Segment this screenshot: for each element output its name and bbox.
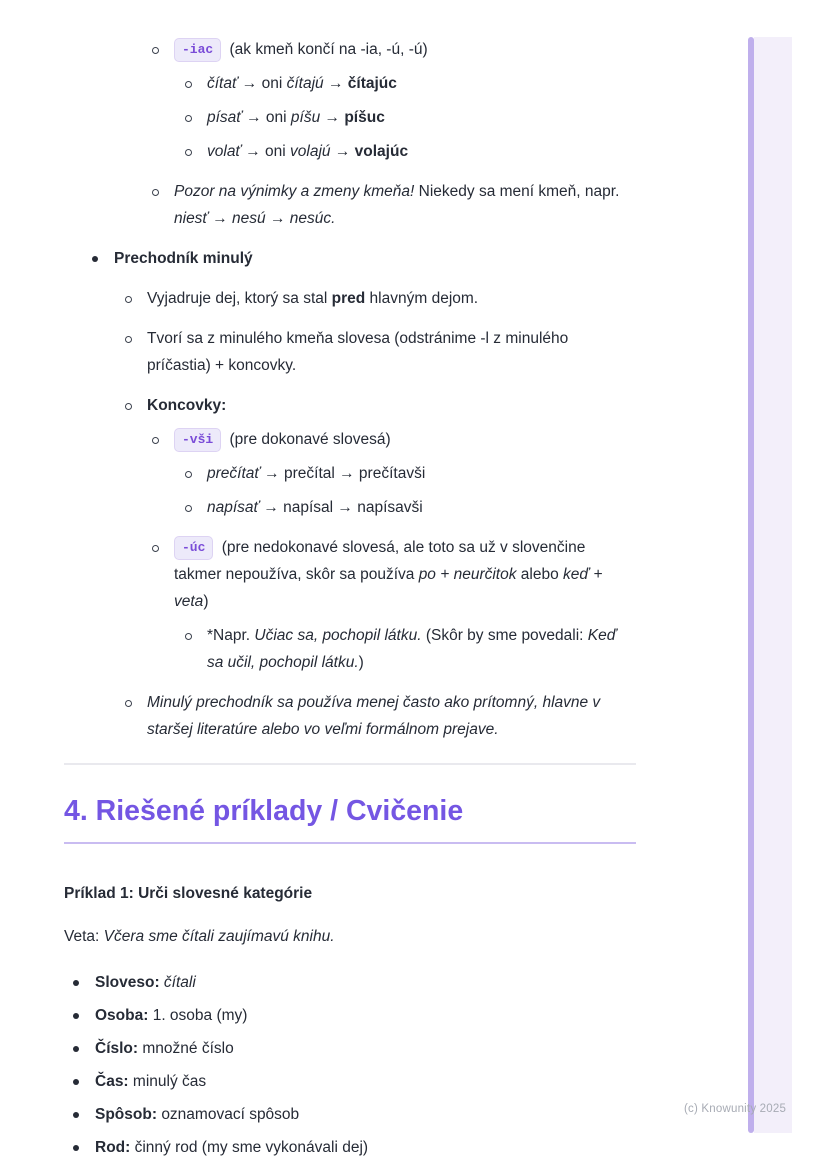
list-item — [64, 1134, 636, 1161]
list-item-text — [207, 499, 423, 516]
answer-list — [64, 969, 636, 1161]
list-item — [64, 460, 636, 487]
list-item — [64, 245, 636, 272]
side-panel — [754, 37, 792, 1133]
list-item — [64, 36, 636, 63]
document-content — [64, 36, 636, 1167]
list-item-text — [95, 1073, 206, 1090]
copyright-note: (c) Knowunity 2025 — [684, 1103, 787, 1115]
list-item-text — [207, 143, 408, 160]
text-segment: Niekedy sa mení kmeň, napr. — [414, 183, 620, 200]
suffix-code-chip: -iac — [174, 38, 221, 62]
bullet-circle-icon — [125, 336, 132, 343]
list-item-text — [174, 539, 602, 610]
text-segment: Učiac sa, pochopil látku. — [254, 627, 422, 644]
section-divider — [64, 763, 636, 765]
text-segment: Tvorí sa z minulého kmeňa slovesa (odstránime -l z minulého príčastia) + koncovky. — [147, 330, 569, 374]
list-item-text — [147, 694, 600, 738]
list-item — [64, 1068, 636, 1095]
list-item-text — [95, 1007, 247, 1024]
list-item — [64, 70, 636, 97]
text-segment: Osoba: — [95, 1007, 153, 1024]
text-segment: → prečítal → prečítavši — [259, 465, 426, 482]
list-item-text — [207, 75, 397, 92]
example-title — [64, 880, 636, 907]
text-segment: po + neurčitok — [418, 566, 517, 583]
list-item-text — [174, 431, 391, 448]
scrollbar[interactable] — [748, 37, 754, 1133]
bullet-circle-icon — [185, 471, 192, 478]
text-segment: → oni — [241, 109, 291, 126]
text-segment: čítali — [163, 974, 196, 991]
text-segment: (Skôr by sme povedali: — [421, 627, 588, 644]
bullet-circle-icon — [185, 81, 192, 88]
list-item — [64, 494, 636, 521]
list-item — [64, 1002, 636, 1029]
list-item-text — [207, 465, 425, 482]
text-segment: → napísal → napísavši — [259, 499, 423, 516]
text-segment: niesť → nesú → nesúc. — [174, 210, 336, 227]
bullet-circle-icon — [185, 633, 192, 640]
text-segment: alebo — [516, 566, 564, 583]
text-segment: → oni — [237, 75, 287, 92]
text-segment: oznamovací spôsob — [161, 1106, 300, 1123]
list-item-text — [95, 1106, 299, 1123]
text-segment: Veta: — [64, 928, 104, 945]
bullet-disc-icon — [73, 1046, 79, 1052]
text-segment: keď + veta — [174, 566, 603, 610]
text-segment: pred — [331, 290, 366, 307]
notes-section — [64, 36, 636, 743]
text-segment: písať — [207, 109, 242, 126]
list-item — [64, 325, 636, 379]
text-segment: Sloveso: — [95, 974, 164, 991]
text-segment: *Napr. — [207, 627, 255, 644]
text-segment: (pre dokonavé slovesá) — [225, 431, 391, 448]
bullet-circle-icon — [125, 296, 132, 303]
list-item — [64, 426, 636, 453]
section-heading: 4. Riešené príklady / Cvičenie — [64, 793, 636, 844]
text-segment: (ak kmeň končí na -ia, -ú, -ú) — [225, 41, 428, 58]
list-item-text — [95, 1040, 234, 1057]
list-item-text — [174, 41, 428, 58]
bullet-circle-icon — [152, 437, 159, 444]
bullet-disc-icon — [73, 1112, 79, 1118]
bullet-disc-icon — [73, 1013, 79, 1019]
text-segment: minulý čas — [132, 1073, 207, 1090]
suffix-code-chip: -úc — [174, 536, 213, 560]
bullet-disc-icon — [73, 1079, 79, 1085]
text-segment: Príklad 1: Urči slovesné kategórie — [64, 885, 313, 902]
list-item — [64, 285, 636, 312]
list-item-text — [207, 109, 385, 126]
list-item — [64, 969, 636, 996]
bullet-circle-icon — [125, 700, 132, 707]
text-segment: volajú — [290, 143, 331, 160]
list-item — [64, 689, 636, 743]
list-item — [64, 534, 636, 615]
text-segment: volať — [207, 143, 241, 160]
text-segment: hlavným dejom. — [365, 290, 479, 307]
text-segment: Vyjadruje dej, ktorý sa stal — [147, 290, 332, 307]
list-item — [64, 1101, 636, 1128]
text-segment: píšu — [290, 109, 321, 126]
list-item-text — [95, 1139, 368, 1156]
text-segment: Prechodník minulý — [114, 250, 253, 267]
text-segment: píšuc — [344, 109, 385, 126]
list-item-text — [95, 974, 196, 991]
text-segment: 1. osoba (my) — [152, 1007, 248, 1024]
bullet-disc-icon — [92, 256, 98, 262]
list-item-text — [147, 330, 568, 374]
bullet-circle-icon — [152, 545, 159, 552]
suffix-code-chip: -vši — [174, 428, 221, 452]
list-item — [64, 1035, 636, 1062]
text-segment: Pozor na výnimky a zmeny kmeňa! — [174, 183, 415, 200]
text-segment: Číslo: — [95, 1040, 143, 1057]
text-segment: činný rod (my sme vykonávali dej) — [134, 1139, 369, 1156]
text-segment: → — [320, 109, 345, 126]
text-segment: Koncovky: — [147, 397, 227, 414]
bullet-disc-icon — [73, 1145, 79, 1151]
bullet-circle-icon — [185, 505, 192, 512]
text-segment: → oni — [240, 143, 291, 160]
text-segment: Rod: — [95, 1139, 135, 1156]
list-item — [64, 138, 636, 165]
bullet-circle-icon — [152, 47, 159, 54]
list-item-text — [174, 183, 619, 227]
bullet-circle-icon — [152, 189, 159, 196]
example-sentence — [64, 923, 636, 950]
text-segment: (pre nedokonavé slovesá, ale toto sa už v slovenčine takmer nepoužíva, skôr sa používa — [174, 539, 586, 583]
text-segment: → — [323, 75, 348, 92]
text-segment: čítajúc — [347, 75, 397, 92]
list-item-text — [147, 290, 478, 307]
list-item-text — [147, 397, 226, 414]
text-segment: čítajú — [286, 75, 324, 92]
bullet-circle-icon — [185, 149, 192, 156]
text-segment: Spôsob: — [95, 1106, 162, 1123]
text-segment: → — [330, 143, 355, 160]
text-segment: ) — [358, 654, 364, 671]
text-segment: množné číslo — [142, 1040, 234, 1057]
text-segment: Minulý prechodník sa používa menej často ako prítomný, hlavne v staršej literatúre alebo vo veľmi formálnom prejave. — [147, 694, 601, 738]
text-segment: ) — [203, 593, 209, 610]
text-segment: Čas: — [95, 1073, 133, 1090]
text-segment: čítať — [207, 75, 238, 92]
list-item — [64, 392, 636, 419]
list-item — [64, 178, 636, 232]
text-segment: Keď sa učil, pochopil látku. — [207, 627, 617, 671]
text-segment: napísať — [207, 499, 260, 516]
bullet-disc-icon — [73, 980, 79, 986]
bullet-circle-icon — [185, 115, 192, 122]
list-item — [64, 622, 636, 676]
list-item-text — [114, 250, 253, 267]
text-segment: volajúc — [354, 143, 409, 160]
list-item — [64, 104, 636, 131]
text-segment: prečítať — [207, 465, 260, 482]
list-item-text — [207, 627, 616, 671]
bullet-circle-icon — [125, 403, 132, 410]
text-segment: Včera sme čítali zaujímavú knihu. — [103, 928, 335, 945]
